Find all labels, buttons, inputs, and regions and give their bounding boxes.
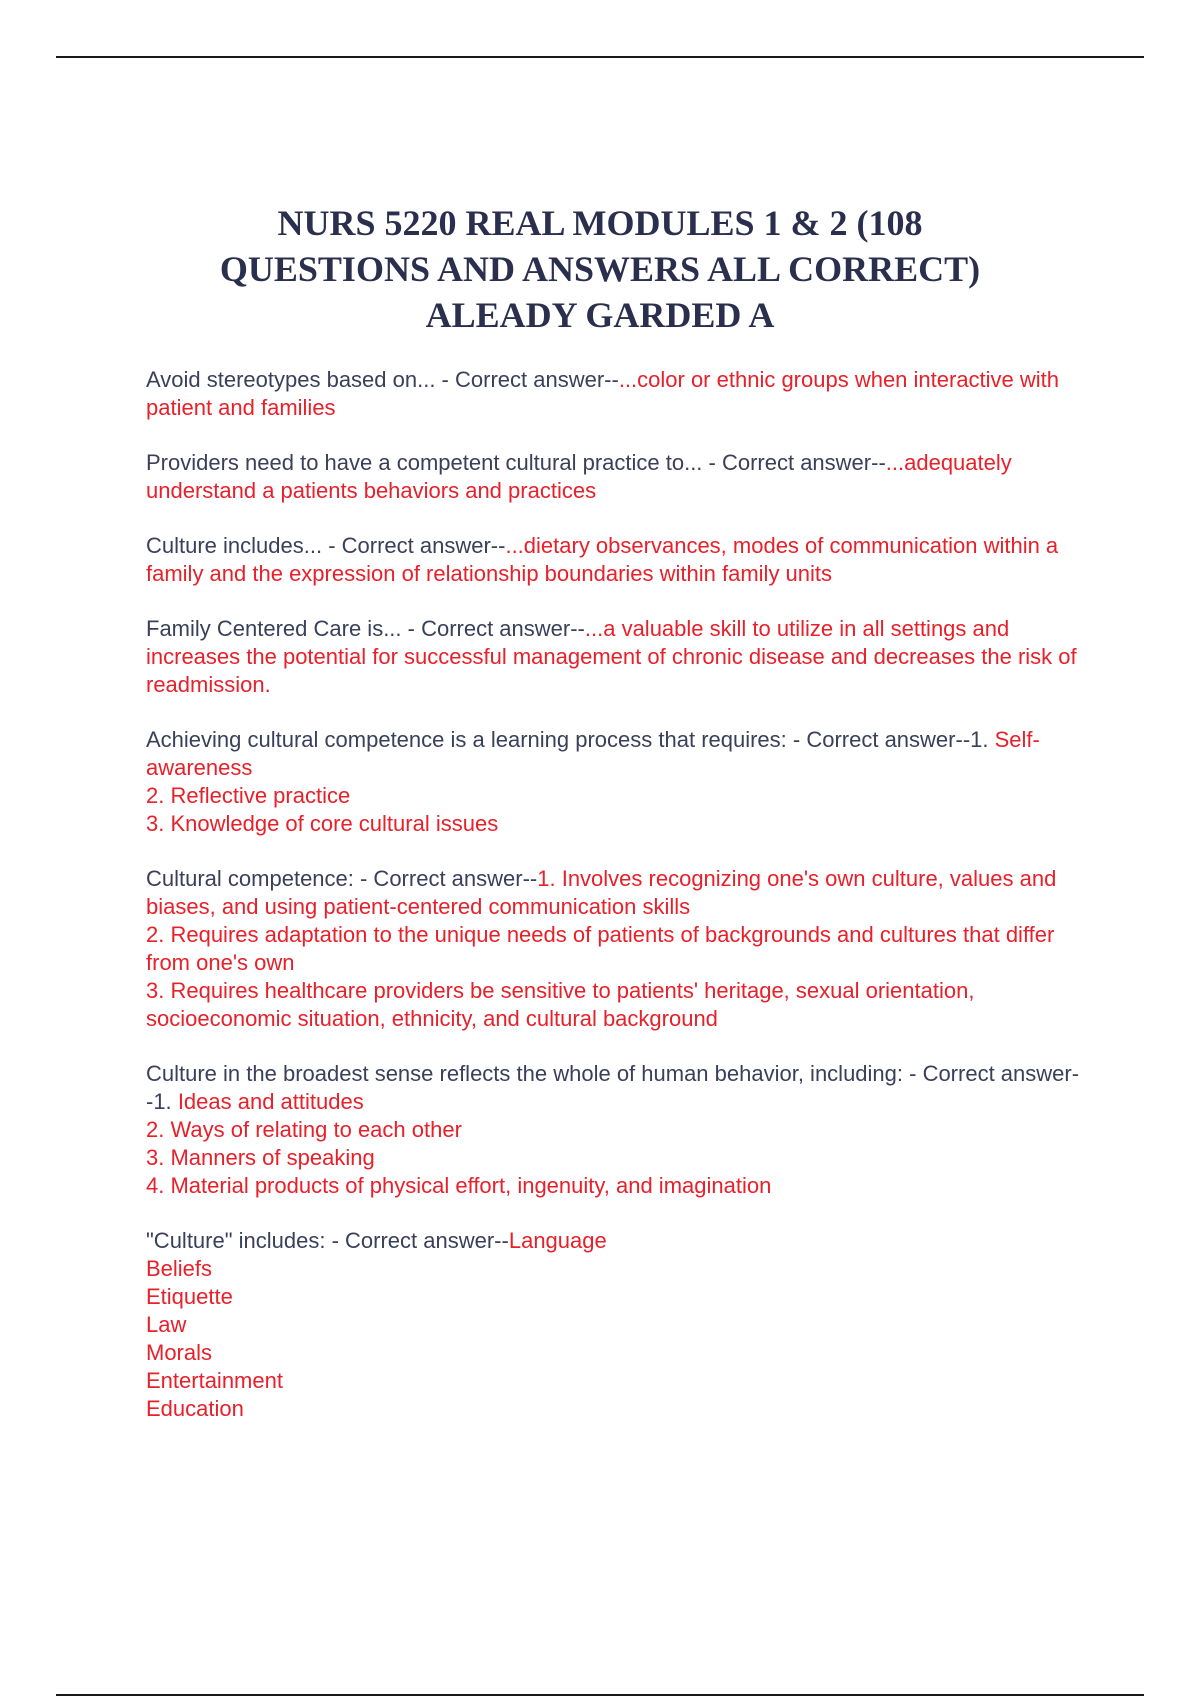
title-line-1: NURS 5220 REAL MODULES 1 & 2 (108	[277, 203, 923, 243]
qa-item-6	[146, 865, 1096, 1033]
bottom-rule	[56, 1694, 1144, 1696]
answer-text: Language	[508, 1228, 607, 1253]
qa-item-4	[146, 615, 1096, 699]
answer-text: 1. Involves recognizing one's own culture, values and biases, and using patient-centered communication skills	[146, 866, 1057, 919]
answer-line: Beliefs	[146, 1256, 213, 1281]
document-title	[140, 200, 1060, 338]
qa-item-5	[146, 726, 1096, 838]
question-text: Providers need to have a competent cultural practice to... - Correct answer--	[146, 450, 886, 475]
qa-item-8	[146, 1227, 1096, 1423]
answer-line: Entertainment	[146, 1368, 283, 1393]
question-text: Avoid stereotypes based on... - Correct answer--	[146, 367, 619, 392]
answer-line: Education	[146, 1396, 244, 1421]
qa-item-1	[146, 366, 1096, 422]
answer-text: Self-awareness	[146, 727, 1040, 780]
question-text: Family Centered Care is... - Correct answer--	[146, 616, 585, 641]
qa-item-7	[146, 1060, 1096, 1200]
title-line-3: ALEADY GARDED A	[425, 295, 775, 335]
question-text: Achieving cultural competence is a learning process that requires: - Correct answer--1.	[146, 727, 989, 752]
question-text: Culture in the broadest sense reflects the whole of human behavior, including: - Correct answer--1.	[146, 1061, 1080, 1114]
answer-text: ...a valuable skill to utilize in all settings and increases the potential for successful management of chronic disease and decreases the risk of readmission.	[146, 616, 1077, 697]
answer-line: 3. Requires healthcare providers be sensitive to patients' heritage, sexual orientation, socioeconomic situation, ethnicity, and cultural background	[146, 978, 975, 1031]
answer-line: 2. Requires adaptation to the unique needs of patients of backgrounds and cultures that differ from one's own	[146, 922, 1055, 975]
qa-list	[146, 366, 1096, 1450]
answer-text: ...dietary observances, modes of communication within a family and the expression of relationship boundaries within family units	[146, 533, 1059, 586]
question-text: Culture includes... - Correct answer--	[146, 533, 506, 558]
answer-line: Law	[146, 1312, 187, 1337]
answer-line: 2. Reflective practice	[146, 783, 351, 808]
answer-line: Etiquette	[146, 1284, 233, 1309]
answer-line: 3. Manners of speaking	[146, 1145, 375, 1170]
question-text: Cultural competence: - Correct answer--	[146, 866, 538, 891]
qa-item-2	[146, 449, 1096, 505]
answer-text: Ideas and attitudes	[177, 1089, 364, 1114]
answer-line: 2. Ways of relating to each other	[146, 1117, 462, 1142]
answer-text: ...color or ethnic groups when interactive with patient and families	[146, 367, 1060, 420]
answer-line: 3. Knowledge of core cultural issues	[146, 811, 499, 836]
qa-item-3	[146, 532, 1096, 588]
answer-line: 4. Material products of physical effort, ingenuity, and imagination	[146, 1173, 772, 1198]
title-line-2: QUESTIONS AND ANSWERS ALL CORRECT)	[219, 249, 981, 289]
top-rule	[56, 56, 1144, 58]
answer-text: ...adequately understand a patients behaviors and practices	[146, 450, 1012, 503]
question-text: "Culture" includes: - Correct answer--	[146, 1228, 509, 1253]
answer-line: Morals	[146, 1340, 213, 1365]
